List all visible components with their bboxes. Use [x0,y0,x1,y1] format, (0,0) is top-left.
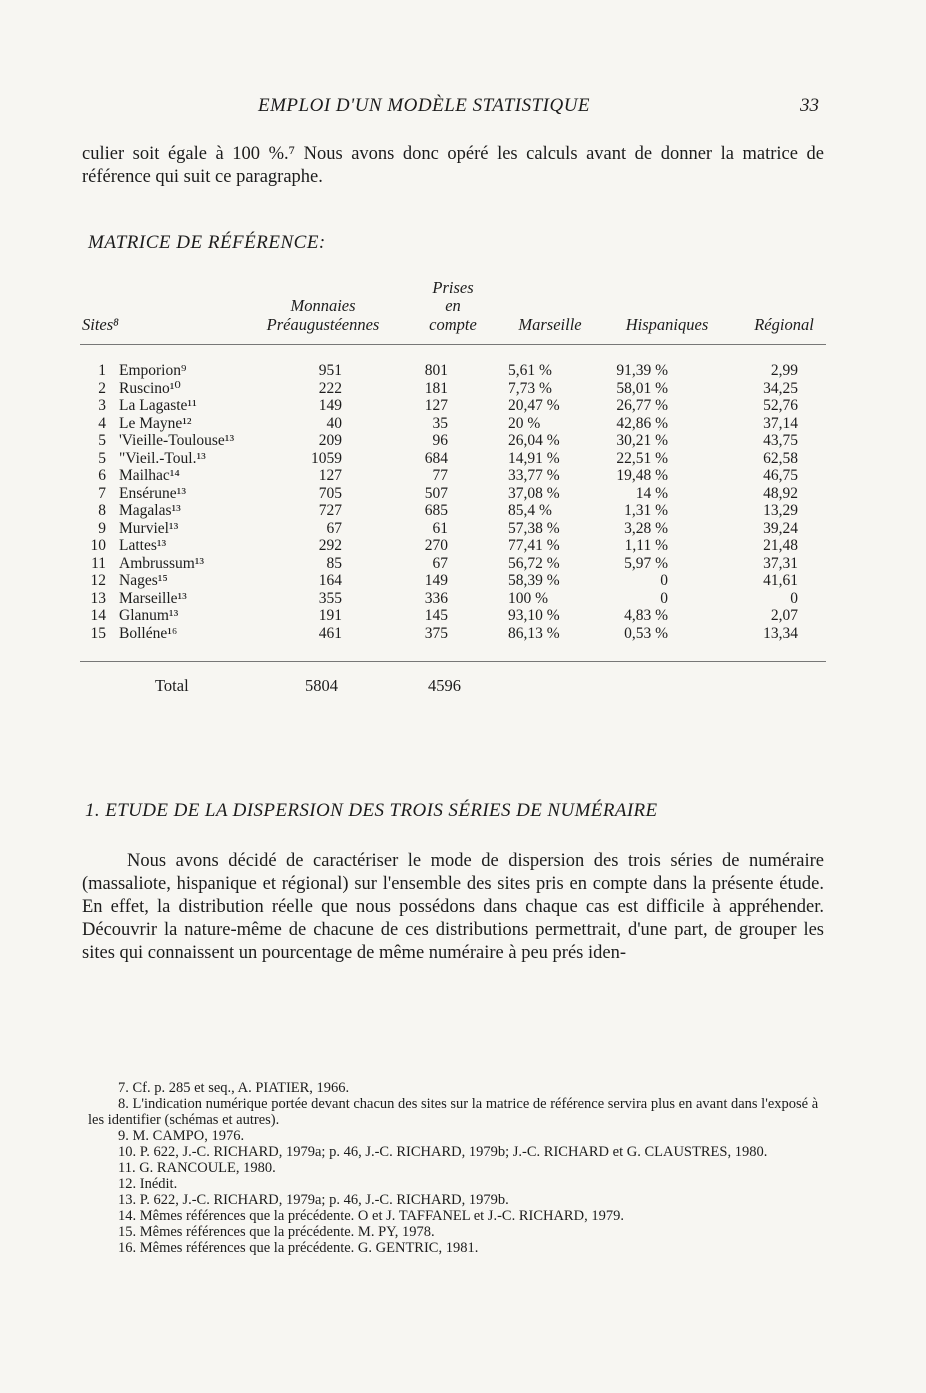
table-row [78,590,798,608]
cell-marseille: 56,72 % [508,554,560,572]
cell-monnaies: 1059 [311,449,342,467]
cell-site: Glanum¹³ [119,607,179,624]
cell-regional: 2,99 [770,362,798,379]
cell-n: 12 [90,572,106,589]
reference-matrix-table [78,362,798,642]
cell-marseille: 93,10 % [508,607,560,624]
cell-n: 3 [98,397,106,414]
cell-prises: 375 [424,624,448,642]
footnote: 9. M. CAMPO, 1976. [118,1128,245,1144]
table-row [78,502,798,520]
cell-monnaies: 127 [318,467,342,484]
table-row [78,432,798,450]
header-rule [80,344,826,345]
table-row [78,485,798,503]
footnote-list [88,1080,824,1256]
cell-monnaies: 40 [326,414,342,432]
cell-site: Ruscino¹⁰ [119,379,181,397]
cell-regional: 13,29 [763,502,798,519]
cell-marseille: 77,41 % [508,537,560,554]
cell-regional: 52,76 [763,397,798,414]
cell-marseille: 20 % [508,414,541,432]
cell-site: Magalas¹³ [119,502,181,519]
table-row [78,397,798,415]
cell-prises: 801 [424,362,448,379]
header-marseille: Marseille [518,315,582,334]
table-row [78,520,798,538]
cell-site: Le Mayne¹² [119,414,192,432]
cell-n: 10 [90,537,106,554]
cell-prises: 149 [424,572,448,589]
cell-prises: 61 [432,519,448,537]
cell-marseille: 5,61 % [508,362,552,379]
cell-regional: 2,07 [770,607,798,624]
cell-prises: 685 [424,502,448,519]
header-monnaies-1: Monnaies [290,296,356,315]
cell-prises: 127 [424,397,448,414]
footnote: 8. L'indication numérique portée devant chacun des sites sur la matrice de référence servira plus en avant dans l'exposé à les identifier (schémas et autres). [88,1096,819,1128]
cell-regional: 37,31 [763,554,798,572]
cell-marseille: 86,13 % [508,624,560,642]
table-row [78,625,798,643]
cell-hispaniques: 3,28 % [624,519,668,537]
cell-prises: 67 [432,554,448,572]
header-regional: Régional [754,315,814,334]
cell-regional: 0 [790,589,798,607]
cell-monnaies: 705 [318,484,342,502]
table-row [78,607,798,625]
cell-site: Nages¹⁵ [119,572,168,589]
cell-n: 1 [98,362,106,379]
cell-regional: 46,75 [763,467,798,484]
footnote: 11. G. RANCOULE, 1980. [118,1160,276,1176]
cell-monnaies: 461 [318,624,342,642]
cell-monnaies: 164 [318,572,342,589]
table-row [78,537,798,555]
header-sites: Sites⁸ [82,315,119,334]
cell-monnaies: 222 [318,379,342,397]
cell-marseille: 37,08 % [508,484,560,502]
header-prises-1: Prises [432,278,474,297]
cell-hispaniques: 0,53 % [624,624,668,642]
cell-prises: 35 [432,414,448,432]
cell-n: 4 [98,414,106,432]
footnote: 12. Inédit. [118,1176,178,1192]
cell-n: 14 [90,607,106,624]
cell-site: Ambrussum¹³ [119,554,205,572]
table-row [78,555,798,573]
cell-n: 8 [98,502,106,519]
running-header: EMPLOI D'UN MODÈLE STATISTIQUE [258,95,591,116]
total-label: Total [155,676,189,695]
table-row [78,467,798,485]
footnote: 13. P. 622, J.-C. RICHARD, 1979a; p. 46, J.-C. RICHARD, 1979b. [118,1192,509,1208]
cell-monnaies: 209 [318,432,342,449]
cell-regional: 13,34 [763,624,798,642]
cell-marseille: 58,39 % [508,572,560,589]
intro-paragraph: culier soit égale à 100 %.⁷ Nous avons donc opéré les calculs avant de donner la matrice de référence qui suit ce paragraphe. [82,144,824,187]
cell-site: 'Vieille-Toulouse¹³ [119,432,235,449]
cell-hispaniques: 42,86 % [616,414,668,432]
page-number: 33 [800,95,819,116]
total-prises: 4596 [428,676,461,695]
cell-n: 11 [91,554,106,572]
cell-n: 6 [98,467,106,484]
cell-hispaniques: 30,21 % [616,432,668,449]
cell-hispaniques: 58,01 % [616,379,668,397]
header-monnaies-2: Préaugustéennes [266,315,380,334]
cell-site: Bolléne¹⁶ [119,624,178,642]
cell-prises: 181 [424,379,448,397]
cell-site: Lattes¹³ [119,537,167,554]
cell-prises: 270 [424,537,448,554]
cell-regional: 34,25 [763,379,798,397]
cell-hispaniques: 5,97 % [624,554,668,572]
cell-monnaies: 85 [326,554,342,572]
body-paragraph: Nous avons décidé de caractériser le mode de dispersion des trois séries de numéraire (massaliote, hispanique et régional) sur l'ensemble des sites pris en compte dans la présente étude. En effet, la distribution réelle que nous possédons dans chaque cas est difficile à appréhender. Découvrir la nature-même de chacune de ces distributions permettrait, d'une part, de grouper les sites qui connaissent un pourcentage de même numéraire à peu prés iden- [82,851,824,963]
cell-hispaniques: 22,51 % [616,449,668,467]
total-rule [80,661,826,662]
cell-regional: 41,61 [763,572,798,589]
cell-prises: 77 [432,467,448,484]
cell-marseille: 7,73 % [508,379,552,397]
footnote: 10. P. 622, J.-C. RICHARD, 1979a; p. 46, J.-C. RICHARD, 1979b; J.-C. RICHARD et G. CLAUSTRES, 1980. [118,1144,768,1160]
cell-hispaniques: 14 % [635,484,668,502]
cell-monnaies: 149 [318,397,342,414]
table-row [78,415,798,433]
cell-site: La Lagaste¹¹ [119,397,197,414]
table-row [78,572,798,590]
cell-n: 5 [98,432,106,449]
cell-regional: 48,92 [763,484,798,502]
cell-n: 13 [90,589,106,607]
header-hispaniques: Hispaniques [625,315,709,334]
cell-regional: 39,24 [763,519,798,537]
cell-marseille: 20,47 % [508,397,560,414]
header-prises-2: en [445,296,461,315]
cell-site: Ensérune¹³ [119,484,186,502]
cell-regional: 43,75 [763,432,798,449]
cell-monnaies: 951 [318,362,342,379]
cell-marseille: 26,04 % [508,432,560,449]
cell-marseille: 33,77 % [508,467,560,484]
cell-monnaies: 727 [318,502,342,519]
cell-n: 2 [98,379,106,397]
cell-prises: 336 [424,589,448,607]
cell-monnaies: 355 [318,589,342,607]
cell-hispaniques: 26,77 % [616,397,668,414]
cell-monnaies: 191 [318,607,342,624]
footnote: 15. Mêmes références que la précédente. M. PY, 1978. [118,1224,435,1240]
total-monnaies: 5804 [305,676,338,695]
table-row [78,450,798,468]
cell-marseille: 100 % [508,589,549,607]
cell-marseille: 85,4 % [508,502,552,519]
cell-marseille: 14,91 % [508,449,560,467]
cell-monnaies: 67 [326,519,342,537]
cell-regional: 62,58 [763,449,798,467]
cell-regional: 37,14 [763,414,798,432]
cell-monnaies: 292 [318,537,342,554]
cell-hispaniques: 19,48 % [616,467,668,484]
header-prises-3: compte [429,315,477,334]
cell-regional: 21,48 [763,537,798,554]
cell-hispaniques: 0 [660,572,668,589]
footnote: 16. Mêmes références que la précédente. G. GENTRIC, 1981. [118,1240,479,1256]
cell-site: Murviel¹³ [119,519,179,537]
cell-prises: 507 [424,484,448,502]
cell-hispaniques: 4,83 % [624,607,668,624]
cell-prises: 684 [424,449,448,467]
cell-site: Marseille¹³ [119,589,187,607]
cell-site: Mailhac¹⁴ [119,467,180,484]
table-body [78,362,798,642]
footnotes [88,1080,824,1256]
table-row [78,362,798,380]
cell-n: 5 [98,449,106,467]
cell-hispaniques: 1,31 % [624,502,668,519]
footnote: 14. Mêmes références que la précédente. O et J. TAFFANEL et J.-C. RICHARD, 1979. [118,1208,624,1224]
cell-hispaniques: 1,11 % [624,537,668,554]
cell-n: 7 [98,484,106,502]
cell-n: 9 [98,519,106,537]
cell-marseille: 57,38 % [508,519,560,537]
cell-hispaniques: 0 [660,589,668,607]
footnote: 7. Cf. p. 285 et seq., A. PIATIER, 1966. [118,1080,350,1096]
cell-n: 15 [90,624,106,642]
matrix-title: MATRICE DE RÉFÉRENCE: [88,232,326,253]
cell-prises: 145 [424,607,448,624]
section-heading: 1. ETUDE DE LA DISPERSION DES TROIS SÉRIES DE NUMÉRAIRE [85,800,658,821]
cell-site: Emporion⁹ [119,362,187,379]
table-row [78,380,798,398]
cell-prises: 96 [432,432,448,449]
cell-hispaniques: 91,39 % [616,362,668,379]
cell-site: "Vieil.-Toul.¹³ [119,449,206,467]
